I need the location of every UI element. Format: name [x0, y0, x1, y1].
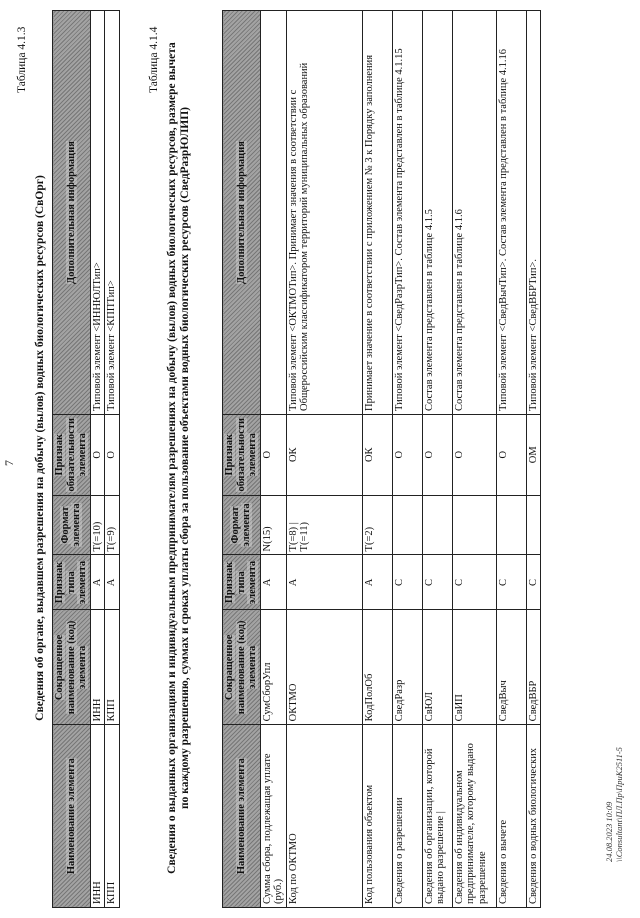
table-row: [362, 11, 392, 908]
cell: СумСборУпл: [260, 610, 286, 725]
cell: Сведения об организации, которой выдано разрешение |: [422, 725, 452, 908]
cell: [496, 495, 526, 555]
cell: О: [422, 414, 452, 495]
cell: О: [452, 414, 496, 495]
cell: А: [90, 555, 105, 610]
cell: [422, 495, 452, 555]
footer-date: 24.08.2023 10:09: [604, 801, 614, 862]
cell: КПП: [105, 725, 120, 908]
cell: СведВБР: [526, 610, 541, 725]
cell: [260, 11, 286, 415]
cell: СвЮЛ: [422, 610, 452, 725]
cell: T(=2): [362, 495, 392, 555]
table-row: [452, 11, 496, 908]
cell: Сведения о вычете: [496, 725, 526, 908]
cell: Типовой элемент <СведВБРТип>.: [526, 11, 541, 415]
cell: ИНН: [90, 610, 105, 725]
table-row: [286, 11, 362, 908]
header-cell: Наименование элемента: [53, 725, 91, 908]
cell: С: [526, 555, 541, 610]
header-cell: Признак обязательности элемента: [53, 415, 91, 496]
cell: T(=8) | T(=11): [286, 495, 362, 555]
cell: ОК: [362, 414, 392, 495]
cell: Код пользования объектом: [362, 725, 392, 908]
cell: А: [105, 555, 120, 610]
cell: Типовой элемент <ОКТМОТип>. Принимает значения в соответствии с Общероссийским классификатором территорий муниципальных образований: [286, 11, 362, 415]
cell: ИНН: [90, 725, 105, 908]
table-row: [422, 11, 452, 908]
cell: А: [286, 555, 362, 610]
cell: Сведения о водных биологических: [526, 725, 541, 908]
header-cell: Формат элемента: [53, 495, 91, 555]
cell: С: [496, 555, 526, 610]
cell: С: [422, 555, 452, 610]
cell: Сведения о разрешении: [392, 725, 422, 908]
cell: [452, 495, 496, 555]
cell: Типовой элемент <ИННЮЛТип>: [90, 11, 105, 415]
cell: Типовой элемент <СведРазрТип>. Состав элемента представлен в таблице 4.1.15: [392, 11, 422, 415]
cell: СведВыч: [496, 610, 526, 725]
cell: ОКТМО: [286, 610, 362, 725]
cell: СвИП: [452, 610, 496, 725]
cell: Состав элемента представлен в таблице 4.1.6: [452, 11, 496, 415]
table2-header-row: [223, 11, 261, 908]
table-row: [526, 11, 541, 908]
cell: О: [90, 415, 105, 496]
cell: Принимает значение в соответствии с приложением № 3 к Порядку заполнения: [362, 11, 392, 415]
header-cell: Признак типа элемента: [53, 555, 91, 610]
table1-caption: Таблица 4.1.3: [16, 26, 28, 93]
cell: N(15): [260, 495, 286, 555]
cell: Типовой элемент <КППТип>: [105, 11, 120, 415]
table-row: [105, 11, 120, 908]
table1-header-row: [53, 11, 91, 908]
cell: КодПолОб: [362, 610, 392, 725]
cell: Код по ОКТМО: [286, 725, 362, 908]
table2-caption: Таблица 4.1.4: [148, 26, 160, 93]
page-number: 7: [2, 460, 16, 466]
cell: [526, 495, 541, 555]
table2-title: Сведения о выданных организациям и индивидуальным предпринимателям разрешениях на добычу (вылов) водных биологических ресурсов, размере вычета по каждому разрешению, суммах и сроках уплаты сбора за пользование объектами водных биологических ресурсов (СведРазрЮЛИП): [166, 42, 191, 874]
table-row: [496, 11, 526, 908]
table2: [222, 10, 541, 908]
header-cell: Дополнительная информация: [223, 11, 261, 415]
table-row: [90, 11, 105, 908]
cell: О: [496, 414, 526, 495]
table1-title: Сведения об органе, выдавшем разрешения на добычу (вылов) водных биологических ресурсов (СвОрг): [34, 175, 46, 721]
cell: С: [452, 555, 496, 610]
cell: Состав элемента представлен в таблице 4.1.5: [422, 11, 452, 415]
footer-path: \\Consultant\ПЛ.Пр\ПриК2511-5: [614, 747, 624, 862]
cell: КПП: [105, 610, 120, 725]
table-row: [260, 11, 286, 908]
cell: А: [260, 555, 286, 610]
table1: [52, 10, 120, 908]
cell: T(=10): [90, 495, 105, 555]
cell: T(=9): [105, 495, 120, 555]
cell: О: [392, 414, 422, 495]
cell: [392, 495, 422, 555]
header-cell: Признак обязательности элемента: [223, 414, 261, 495]
header-cell: Признак типа элемента: [223, 555, 261, 610]
header-cell: Сокращенное наименование (код) элемента: [223, 610, 261, 725]
cell: О: [260, 414, 286, 495]
cell: СведРазр: [392, 610, 422, 725]
footer-stamp: [604, 747, 624, 862]
cell: ОК: [286, 414, 362, 495]
header-cell: Формат элемента: [223, 495, 261, 555]
header-cell: Наименование элемента: [223, 725, 261, 908]
cell: О: [105, 415, 120, 496]
cell: ОМ: [526, 414, 541, 495]
header-cell: Дополнительная информация: [53, 11, 91, 415]
header-cell: Сокращенное наименование (код) элемента: [53, 610, 91, 725]
cell: А: [362, 555, 392, 610]
cell: Сведения об индивидуальном предпринимателе, которому выдано разрешение: [452, 725, 496, 908]
cell: Типовой элемент <СведВычТип>. Состав элемента представлен в таблице 4.1.16: [496, 11, 526, 415]
cell: Сумма сбора, подлежащая уплате (руб.): [260, 725, 286, 908]
cell: С: [392, 555, 422, 610]
table-row: [392, 11, 422, 908]
